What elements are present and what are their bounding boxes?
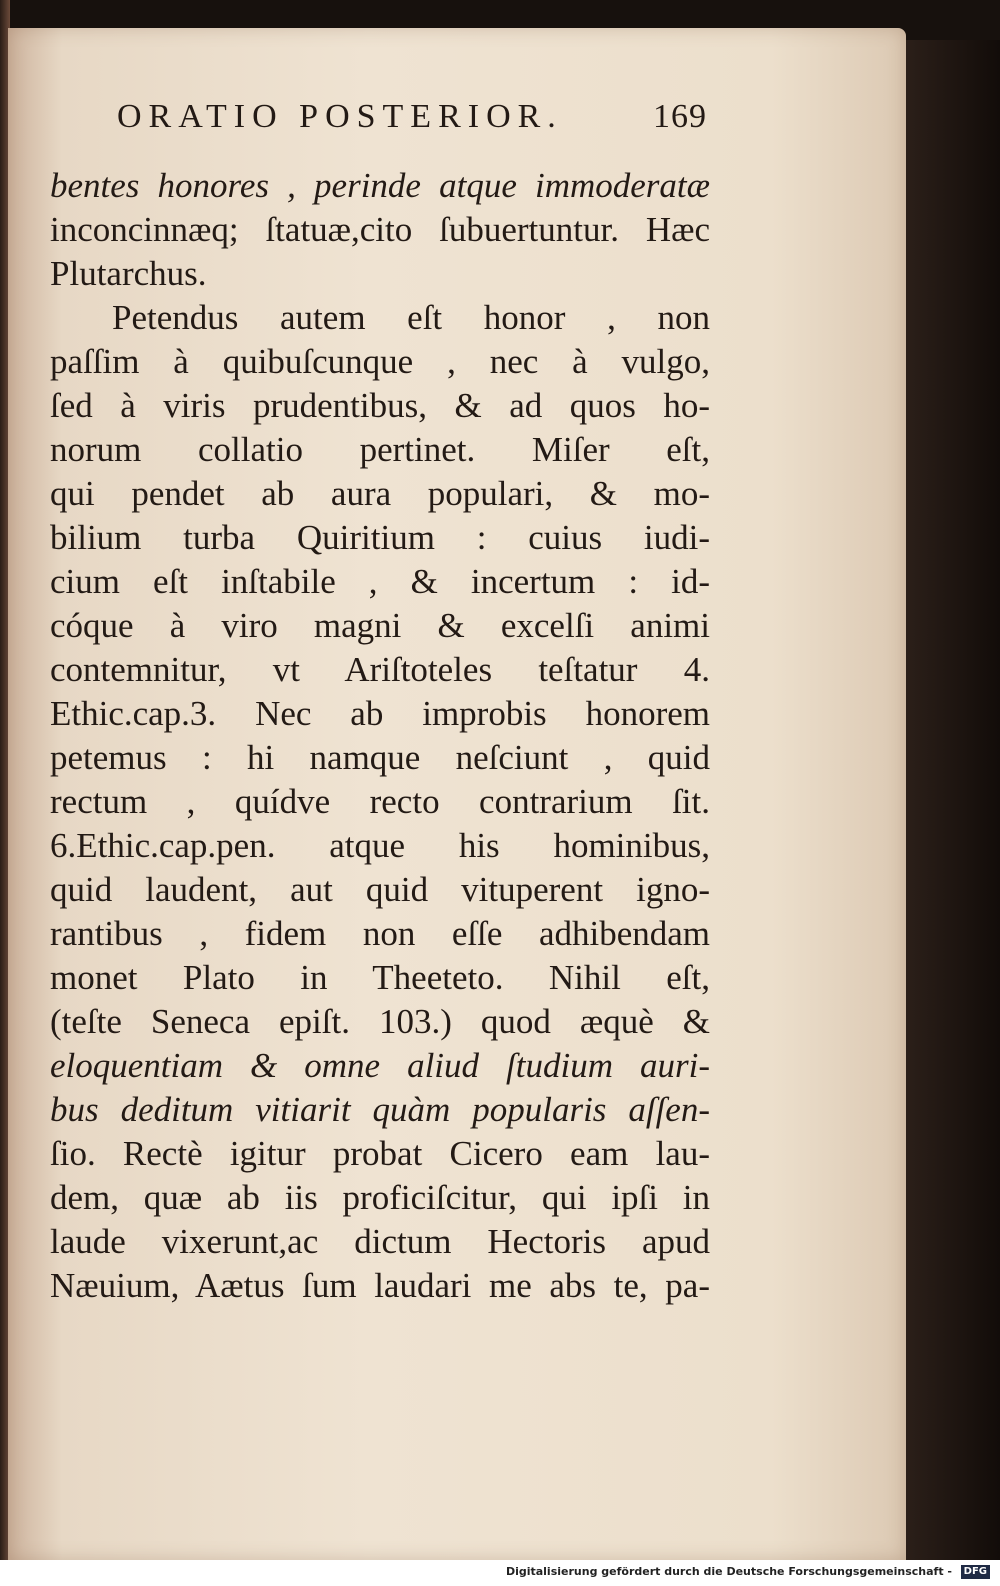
text-line: qui pendet ab aura populari, & mo- — [50, 474, 710, 513]
page-number: 169 — [653, 98, 707, 135]
dfg-logo: DFG — [961, 1565, 990, 1579]
text-line: cóque à viro magni & excelſi animi — [50, 606, 710, 645]
text-line: rectum , quídve recto contrarium ſit. — [50, 782, 710, 821]
text-line: norum collatio pertinet. Miſer eſt, — [50, 430, 710, 469]
text-line: laude vixerunt,ac dictum Hectoris apud — [50, 1222, 710, 1261]
text-line: bilium turba Quiritium : cuius iudi- — [50, 518, 710, 557]
footer-bar — [0, 1560, 1000, 1586]
text-line: cium eſt inſtabile , & incertum : id- — [50, 562, 710, 601]
text-line: ſed à viris prudentibus, & ad quos ho- — [50, 386, 710, 425]
text-line: eloquentiam & omne aliud ſtudium auri- — [50, 1046, 710, 1085]
text-line: monet Plato in Theeteto. Nihil eſt, — [50, 958, 710, 997]
text-line: petemus : hi namque neſciunt , quid — [50, 738, 710, 777]
text-line: bus deditum vitiarit quàm popularis aſſen- — [50, 1090, 710, 1129]
text-line: Næuium, Aætus ſum laudari me abs te, pa- — [50, 1266, 710, 1305]
text-line: contemnitur, vt Ariſtoteles teſtatur 4. — [50, 650, 710, 689]
text-line: Plutarchus. — [50, 254, 207, 293]
text-line: bentes honores , perinde atque immoderatæ — [50, 166, 710, 205]
text-line: Petendus autem eſt honor , non — [112, 298, 710, 337]
text-line: Ethic.cap.3. Nec ab improbis honorem — [50, 694, 710, 733]
footer-credit: Digitalisierung gefördert durch die Deutsche Forschungsgemeinschaft - — [505, 1565, 952, 1578]
text-line: paſſim à quibuſcunque , nec à vulgo, — [50, 342, 710, 381]
text-line: (teſte Seneca epiſt. 103.) quod æquè & — [50, 1002, 710, 1041]
running-head — [117, 98, 707, 146]
text-line: quid laudent, aut quid vituperent igno- — [50, 870, 710, 909]
running-head-title: ORATIO POSTERIOR. — [117, 98, 563, 135]
book-shadow — [906, 40, 1000, 1560]
text-line: dem, quæ ab iis proficiſcitur, qui ipſi in — [50, 1178, 710, 1217]
text-line: rantibus , fidem non eſſe adhibendam — [50, 914, 710, 953]
text-line: inconcinnæq; ſtatuæ,cito ſubuertuntur. Hæc — [50, 210, 710, 249]
text-line: 6.Ethic.cap.pen. atque his hominibus, — [50, 826, 710, 865]
text-line: ſio. Rectè igitur probat Cicero eam lau- — [50, 1134, 710, 1173]
